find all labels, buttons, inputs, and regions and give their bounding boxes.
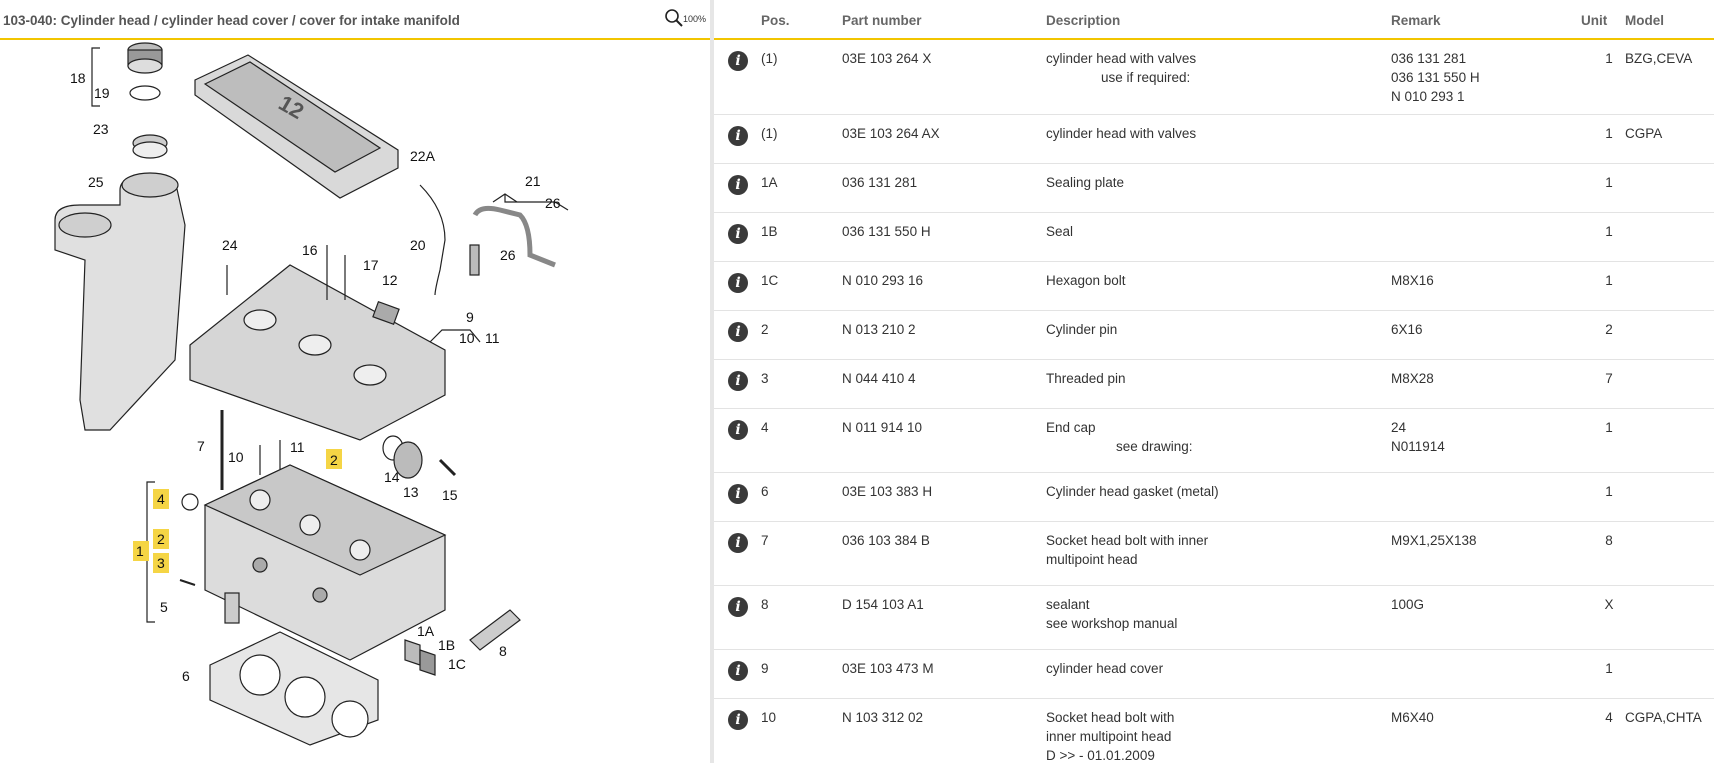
cell-unit: 4 (1605, 710, 1613, 725)
svg-text:23: 23 (93, 121, 109, 137)
cell-part-number: N 011 914 10 (842, 420, 923, 435)
svg-text:25: 25 (88, 174, 104, 190)
cell-part-number: N 044 410 4 (842, 371, 916, 386)
cell-pos: (1) (761, 126, 778, 141)
svg-text:8: 8 (499, 643, 507, 659)
svg-text:1C: 1C (448, 656, 466, 672)
cell-pos: 4 (761, 420, 769, 435)
info-icon[interactable]: i (728, 371, 748, 391)
svg-text:15: 15 (442, 487, 458, 503)
table-row[interactable] (714, 650, 1714, 699)
desc-line: see drawing: (1116, 439, 1193, 454)
table-row[interactable] (714, 311, 1714, 360)
desc-line: Socket head bolt with inner (1046, 533, 1209, 548)
svg-text:10: 10 (228, 449, 244, 465)
table-row[interactable] (714, 164, 1714, 213)
cell-pos: 3 (761, 371, 769, 386)
header-model[interactable]: Model (1625, 13, 1664, 28)
table-header (714, 0, 1714, 40)
cell-pos: 2 (761, 322, 769, 337)
remark-line: N 010 293 1 (1391, 89, 1465, 104)
table-row[interactable] (714, 40, 1714, 115)
cell-unit: 1 (1605, 224, 1613, 239)
info-icon[interactable]: i (728, 126, 748, 146)
remark-line: 036 131 550 H (1391, 70, 1480, 85)
svg-text:26: 26 (500, 247, 516, 263)
diagram-panel (0, 0, 710, 763)
cell-description: Cylinder pin (1046, 322, 1118, 337)
cell-description (1046, 49, 1196, 87)
table-row[interactable] (714, 473, 1714, 522)
cell-unit: 1 (1605, 51, 1613, 66)
desc-line: sealant (1046, 597, 1090, 612)
cell-unit: 1 (1605, 175, 1613, 190)
header-description[interactable]: Description (1046, 13, 1121, 28)
table-row[interactable] (714, 409, 1714, 473)
table-row[interactable] (714, 262, 1714, 311)
desc-line: cylinder head with valves (1046, 51, 1197, 66)
cell-unit: X (1604, 597, 1614, 612)
header-pos[interactable]: Pos. (761, 13, 790, 28)
svg-text:26: 26 (545, 195, 561, 211)
svg-text:2: 2 (157, 531, 165, 547)
svg-text:24: 24 (222, 237, 238, 253)
cell-unit: 2 (1605, 322, 1613, 337)
info-icon[interactable]: i (728, 661, 748, 681)
svg-text:19: 19 (94, 85, 110, 101)
remark-line: N011914 (1391, 439, 1445, 454)
cell-description: Seal (1046, 224, 1074, 239)
desc-line: End cap (1046, 420, 1096, 435)
svg-text:4: 4 (157, 491, 165, 507)
cell-part-number: 036 131 550 H (842, 224, 931, 239)
cell-pos: 9 (761, 661, 769, 676)
cell-part-number: 036 103 384 B (842, 533, 930, 548)
desc-line: Socket head bolt with (1046, 710, 1175, 725)
svg-text:11: 11 (485, 330, 500, 346)
svg-text:9: 9 (466, 309, 474, 325)
svg-text:10: 10 (459, 330, 475, 346)
cell-unit: 8 (1605, 533, 1613, 548)
cell-description (1046, 708, 1174, 763)
svg-text:17: 17 (363, 257, 379, 273)
cell-unit: 1 (1605, 273, 1613, 288)
cell-pos: (1) (761, 51, 778, 66)
cell-pos: 1C (761, 273, 779, 288)
cell-remark: M8X16 (1391, 273, 1434, 288)
header-part-number[interactable]: Part number (842, 13, 922, 28)
cell-part-number: 03E 103 264 X (842, 51, 932, 66)
svg-text:20: 20 (410, 237, 426, 253)
cell-remark: M6X40 (1391, 710, 1434, 725)
info-icon[interactable]: i (728, 322, 748, 342)
info-icon[interactable]: i (728, 484, 748, 504)
header-unit[interactable]: Unit (1581, 13, 1608, 28)
cell-part-number: N 103 312 02 (842, 710, 924, 725)
cell-unit: 1 (1605, 484, 1613, 499)
cell-description (1046, 418, 1193, 456)
cell-description (1046, 595, 1177, 633)
info-icon[interactable]: i (728, 533, 748, 553)
zoom-button[interactable] (664, 8, 708, 30)
header-remark[interactable]: Remark (1391, 13, 1441, 28)
svg-text:11: 11 (290, 439, 305, 455)
table-row[interactable] (714, 522, 1714, 586)
parts-table (714, 0, 1714, 763)
cell-description: Sealing plate (1046, 175, 1125, 190)
cell-part-number: N 010 293 16 (842, 273, 924, 288)
cell-remark: M9X1,25X138 (1391, 533, 1477, 548)
table-row[interactable] (714, 213, 1714, 262)
table-row[interactable] (714, 115, 1714, 164)
diagram-header (0, 0, 710, 40)
cell-remark: 6X16 (1391, 322, 1423, 337)
cell-remark: 100G (1391, 597, 1425, 612)
table-row[interactable] (714, 699, 1714, 763)
table-row[interactable] (714, 586, 1714, 650)
cell-description (1046, 531, 1208, 569)
info-icon[interactable]: i (728, 51, 748, 71)
info-icon[interactable]: i (728, 597, 748, 617)
desc-line: inner multipoint head (1046, 729, 1172, 744)
cell-pos: 6 (761, 484, 769, 499)
cell-unit: 1 (1605, 420, 1613, 435)
cell-part-number: 03E 103 473 M (842, 661, 934, 676)
cell-remark: M8X28 (1391, 371, 1434, 386)
svg-text:12: 12 (274, 90, 309, 125)
magnifier-icon (664, 8, 684, 28)
cell-description: Hexagon bolt (1046, 273, 1126, 288)
info-icon[interactable]: i (728, 273, 748, 293)
cell-pos: 10 (761, 710, 777, 725)
svg-text:1A: 1A (417, 623, 435, 639)
info-icon[interactable]: i (728, 420, 748, 440)
svg-text:13: 13 (403, 484, 419, 500)
desc-line: multipoint head (1046, 552, 1138, 567)
svg-text:22A: 22A (410, 148, 435, 164)
cell-description: Threaded pin (1046, 371, 1126, 386)
cell-description: cylinder head cover (1046, 661, 1164, 676)
cell-model: BZG,CEVA (1625, 51, 1693, 66)
cell-part-number: 036 131 281 (842, 175, 918, 190)
svg-text:12: 12 (382, 272, 398, 288)
desc-line: D >> - 01.01.2009 (1046, 748, 1155, 763)
table-row[interactable] (714, 360, 1714, 409)
svg-text:6: 6 (182, 668, 190, 684)
cell-pos: 7 (761, 533, 769, 548)
svg-text:16: 16 (302, 242, 318, 258)
cell-part-number: N 013 210 2 (842, 322, 916, 337)
cell-model: CGPA (1625, 126, 1663, 141)
cell-pos: 1A (761, 175, 778, 190)
info-icon[interactable]: i (728, 224, 748, 244)
info-icon[interactable]: i (728, 175, 748, 195)
svg-text:5: 5 (160, 599, 168, 615)
cell-unit: 7 (1605, 371, 1613, 386)
cell-pos: 1B (761, 224, 778, 239)
svg-text:1B: 1B (438, 637, 456, 653)
cell-remark (1391, 418, 1445, 456)
cell-part-number: 03E 103 383 H (842, 484, 933, 499)
desc-line: use if required: (1101, 70, 1191, 85)
svg-text:14: 14 (384, 469, 400, 485)
svg-text:3: 3 (157, 555, 165, 571)
svg-text:1: 1 (136, 543, 144, 559)
cell-description: cylinder head with valves (1046, 126, 1197, 141)
remark-line: 24 (1391, 420, 1407, 435)
svg-text:21: 21 (525, 173, 541, 189)
cell-unit: 1 (1605, 661, 1613, 676)
cell-pos: 8 (761, 597, 769, 612)
svg-text:18: 18 (70, 70, 86, 86)
remark-line: 036 131 281 (1391, 51, 1467, 66)
zoom-level: 100% (683, 14, 707, 24)
cell-part-number: 03E 103 264 AX (842, 126, 940, 141)
svg-text:7: 7 (197, 438, 205, 454)
desc-line: see workshop manual (1046, 616, 1178, 631)
info-icon[interactable]: i (728, 710, 748, 730)
page-title: 103-040: Cylinder head / cylinder head cover / cover for intake manifold (3, 13, 460, 28)
svg-text:2: 2 (330, 452, 338, 468)
exploded-parts-diagram (0, 40, 710, 763)
cell-description: Cylinder head gasket (metal) (1046, 484, 1219, 499)
cell-unit: 1 (1605, 126, 1613, 141)
cell-model: CGPA,CHTA (1625, 710, 1702, 725)
cell-remark (1391, 49, 1480, 106)
cell-part-number: D 154 103 A1 (842, 597, 924, 612)
